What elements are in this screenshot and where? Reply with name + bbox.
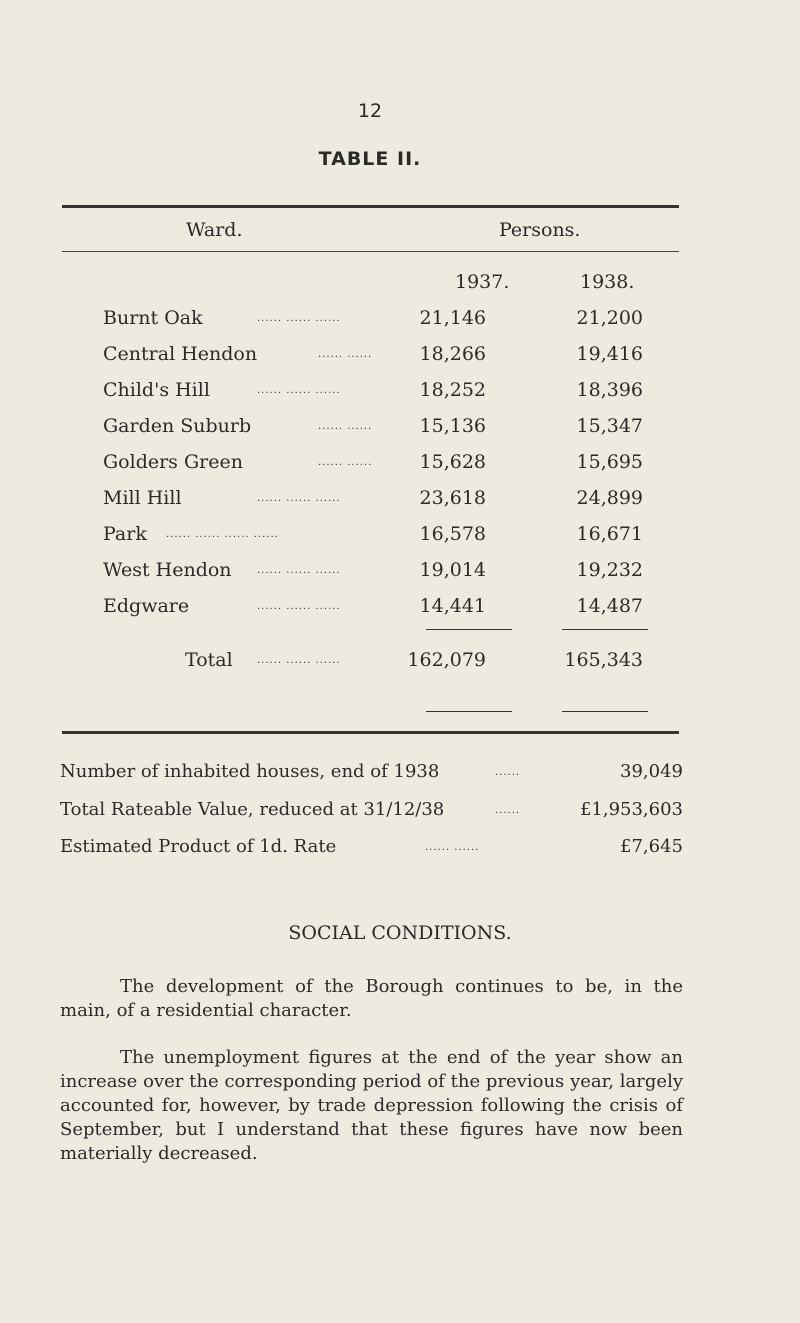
section-heading: SOCIAL CONDITIONS. bbox=[288, 922, 512, 944]
ward-name: Garden Suburb bbox=[103, 415, 252, 437]
paragraph bbox=[60, 975, 683, 1023]
sum-rule-1937 bbox=[426, 629, 512, 630]
leader-dots: ...... ...... bbox=[318, 349, 373, 360]
value-1937: 19,014 bbox=[419, 559, 486, 581]
value-1937: 15,136 bbox=[419, 415, 486, 437]
table-row bbox=[0, 307, 800, 337]
persons-header: Persons. bbox=[499, 219, 581, 241]
leader-dots: ...... ...... ...... bbox=[257, 565, 341, 576]
value-1938: 16,671 bbox=[576, 523, 643, 545]
ward-name: Golders Green bbox=[103, 451, 243, 473]
table-row bbox=[0, 379, 800, 409]
ward-name: Edgware bbox=[103, 595, 190, 617]
summary-label: Estimated Product of 1d. Rate bbox=[60, 836, 337, 857]
sum-rule-1938 bbox=[562, 629, 648, 630]
summary-label: Number of inhabited houses, end of 1938 bbox=[60, 761, 440, 782]
leader-dots: ...... ...... ...... bbox=[257, 385, 341, 396]
ward-name: Burnt Oak bbox=[103, 307, 203, 329]
value-1937: 21,146 bbox=[419, 307, 486, 329]
leader-dots: ...... ...... bbox=[318, 457, 373, 468]
table-row bbox=[0, 451, 800, 481]
total-1938: 165,343 bbox=[564, 649, 643, 671]
total-label: Total bbox=[185, 649, 233, 671]
leader-dots: ...... ...... ...... bbox=[257, 313, 341, 324]
paragraph-text: The development of the Borough continues to be, in the main, of a residential character. bbox=[60, 976, 683, 1021]
table-row bbox=[0, 487, 800, 517]
table-title: TABLE II. bbox=[318, 148, 422, 170]
ward-name: Central Hendon bbox=[103, 343, 258, 365]
value-1938: 19,232 bbox=[576, 559, 643, 581]
value-1938: 18,396 bbox=[576, 379, 643, 401]
summary-value: £1,953,603 bbox=[579, 799, 683, 820]
leader-dots: ...... ...... bbox=[318, 421, 373, 432]
double-rule-1937 bbox=[426, 711, 512, 712]
value-1937: 18,266 bbox=[419, 343, 486, 365]
leader-dots: ...... ...... ...... bbox=[257, 601, 341, 612]
summary-row bbox=[0, 761, 800, 789]
table-row bbox=[0, 559, 800, 589]
paragraph-text: The unemployment figures at the end of the year show an increase over the corresponding period of the previous year, largely accounted for, however, by trade depression following the crisis of September, but I understand that these figures have now been materially decreased. bbox=[60, 1047, 683, 1164]
value-1937: 16,578 bbox=[419, 523, 486, 545]
summary-value: 39,049 bbox=[620, 761, 683, 782]
summary-row bbox=[0, 836, 800, 864]
ward-name: Park bbox=[103, 523, 147, 545]
table-row bbox=[0, 595, 800, 625]
leader-dots: ...... ...... ...... bbox=[257, 655, 341, 666]
paragraph bbox=[60, 1046, 683, 1166]
ward-name: Mill Hill bbox=[103, 487, 182, 509]
leader-dots: ...... ...... bbox=[425, 842, 480, 853]
table-row bbox=[0, 343, 800, 373]
table-top-rule bbox=[62, 205, 679, 208]
value-1938: 19,416 bbox=[576, 343, 643, 365]
page-number: 12 bbox=[357, 100, 383, 122]
summary-value: £7,645 bbox=[620, 836, 683, 857]
table-bottom-rule bbox=[62, 731, 679, 734]
value-1937: 14,441 bbox=[419, 595, 486, 617]
ward-name: West Hendon bbox=[103, 559, 232, 581]
ward-header: Ward. bbox=[186, 219, 243, 241]
value-1938: 24,899 bbox=[576, 487, 643, 509]
summary-label: Total Rateable Value, reduced at 31/12/38 bbox=[60, 799, 445, 820]
total-row bbox=[0, 649, 800, 679]
total-1937: 162,079 bbox=[407, 649, 486, 671]
year-1937-header: 1937. bbox=[455, 271, 510, 293]
value-1937: 15,628 bbox=[419, 451, 486, 473]
leader-dots: ...... bbox=[495, 767, 521, 778]
value-1937: 18,252 bbox=[419, 379, 486, 401]
leader-dots: ...... ...... ...... ...... bbox=[166, 529, 279, 540]
value-1938: 14,487 bbox=[576, 595, 643, 617]
value-1938: 21,200 bbox=[576, 307, 643, 329]
header-rule bbox=[62, 251, 679, 252]
value-1938: 15,695 bbox=[576, 451, 643, 473]
value-1938: 15,347 bbox=[576, 415, 643, 437]
value-1937: 23,618 bbox=[419, 487, 486, 509]
double-rule-1938 bbox=[562, 711, 648, 712]
leader-dots: ...... bbox=[495, 805, 521, 816]
table-row bbox=[0, 523, 800, 553]
year-1938-header: 1938. bbox=[580, 271, 635, 293]
ward-name: Child's Hill bbox=[103, 379, 210, 401]
summary-row bbox=[0, 799, 800, 827]
leader-dots: ...... ...... ...... bbox=[257, 493, 341, 504]
table-row bbox=[0, 415, 800, 445]
